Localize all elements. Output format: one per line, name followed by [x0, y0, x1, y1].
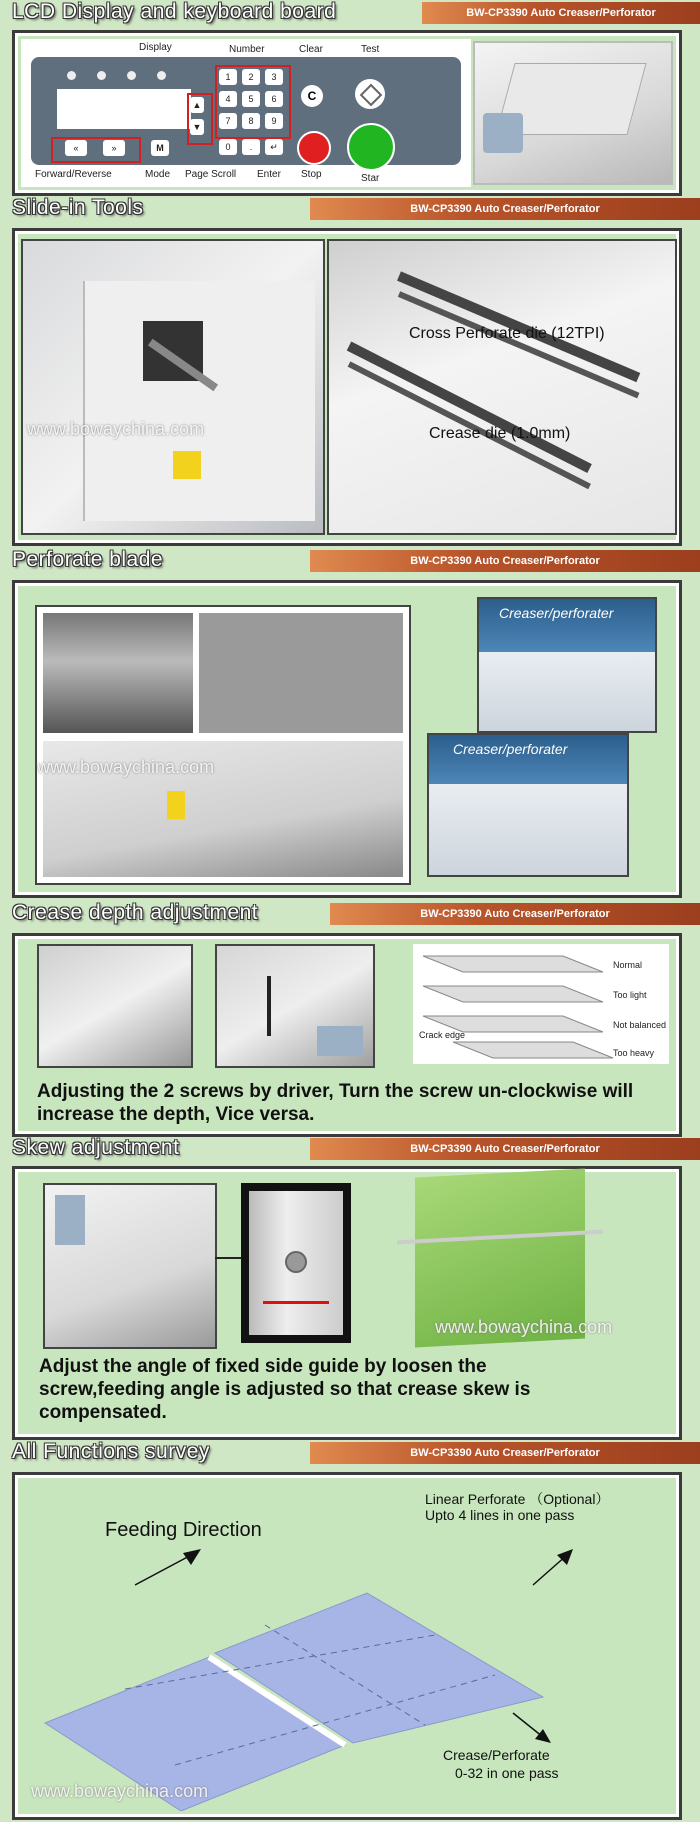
crease-line	[397, 1230, 603, 1245]
label-normal: Normal	[613, 960, 643, 970]
label-test: Test	[361, 44, 380, 55]
machine-side-panel	[83, 281, 315, 521]
sheet-too-heavy	[453, 1042, 613, 1058]
die-rod	[398, 291, 640, 398]
start-button[interactable]	[347, 123, 395, 171]
skew-machine-photo	[43, 1183, 217, 1349]
num-key[interactable]: 7	[219, 113, 237, 129]
label-mode: Mode	[145, 169, 171, 180]
creaser-box-photo-1	[477, 597, 657, 733]
sheet-normal	[423, 956, 603, 972]
label-crease-detail: 0-32 in one pass	[455, 1765, 559, 1781]
slide-tool-photo-left	[21, 239, 325, 535]
section-title: Perforate blade	[12, 548, 164, 571]
machine-control-panel	[483, 113, 523, 153]
creaser-box-photo-2	[427, 733, 629, 877]
panel-all	[12, 1472, 682, 1820]
clear-button[interactable]: C	[301, 85, 323, 107]
section-header-perf	[0, 550, 700, 572]
panel-lcd	[12, 30, 682, 196]
screwdriver	[267, 976, 271, 1036]
scroll-up-key[interactable]: ▲	[190, 97, 204, 113]
label-too-light: Too light	[613, 990, 647, 1000]
num-key[interactable]: 1	[219, 69, 237, 85]
enter-key[interactable]: ↵	[265, 139, 283, 155]
label-start: Star	[361, 173, 380, 184]
panel-perf	[12, 580, 682, 898]
model-bar: BW-CP3390 Auto Creaser/Perforator	[310, 1442, 700, 1464]
badge-creaser-perforater: Creaser/perforater	[453, 741, 568, 757]
num-key[interactable]: 0	[219, 139, 237, 155]
control-panel	[55, 1195, 85, 1245]
section-title: Skew adjustment	[12, 1136, 180, 1159]
guide-rail	[249, 1191, 343, 1335]
arrow-feeding	[135, 1553, 195, 1585]
arrow-crease-head	[535, 1729, 551, 1743]
num-key[interactable]: 5	[242, 91, 260, 107]
label-too-heavy: Too heavy	[613, 1048, 655, 1058]
section-title: Slide-in Tools	[12, 196, 144, 219]
section-title: All Functions survey	[12, 1440, 210, 1463]
label-linear-detail: Upto 4 lines in one pass	[425, 1507, 575, 1523]
warning-label	[173, 451, 201, 479]
arrow-crease	[513, 1713, 543, 1737]
label-crease-perforate: Crease/Perforate	[443, 1747, 550, 1763]
watermark: www.bowaychina.com	[435, 1317, 613, 1337]
model-bar: BW-CP3390 Auto Creaser/Perforator	[310, 1138, 700, 1160]
lcd-screen	[57, 89, 191, 129]
label-not-balanced: Not balanced	[613, 1020, 667, 1030]
control-panel	[317, 1026, 363, 1056]
scroll-down-key[interactable]: ▼	[190, 119, 204, 135]
num-key[interactable]: .	[242, 139, 260, 155]
watermark: www.bowaychina.com	[27, 419, 205, 439]
skew-caption: Adjust the angle of fixed side guide by loosen the screw,feeding angle is adjusted so that crease skew is compensated.	[39, 1356, 531, 1423]
section-header-skew	[0, 1138, 700, 1160]
led-indicator	[127, 71, 136, 80]
led-indicator	[157, 71, 166, 80]
model-bar: BW-CP3390 Auto Creaser/Perforator	[330, 903, 700, 925]
crease-machine-photo	[37, 944, 193, 1068]
label-linear-perforate: Linear Perforate （Optional）	[425, 1491, 610, 1507]
crease-caption: Adjusting the 2 screws by driver, Turn the screw un-clockwise will increase the depth, Vice versa.	[37, 1081, 634, 1125]
num-key[interactable]: 2	[242, 69, 260, 85]
rewind-key[interactable]: «	[65, 140, 87, 156]
num-key[interactable]: 3	[265, 69, 283, 85]
stop-button[interactable]	[297, 131, 331, 165]
label-cross-perforate: Cross Perforate die (12TPI)	[409, 325, 605, 342]
crease-diagram	[413, 944, 669, 1064]
perforate-photo-group	[35, 605, 411, 885]
label-number: Number	[229, 44, 265, 55]
double-arrow-icon	[263, 1301, 329, 1304]
model-bar: BW-CP3390 Auto Creaser/Perforator	[422, 2, 700, 24]
label-clear: Clear	[299, 44, 323, 55]
label-enter: Enter	[257, 169, 281, 180]
model-bar: BW-CP3390 Auto Creaser/Perforator	[310, 550, 700, 572]
label-forward-reverse: Forward/Reverse	[35, 169, 112, 180]
warning-label	[167, 791, 185, 819]
section-header-all	[0, 1442, 700, 1464]
led-indicator	[67, 71, 76, 80]
label-stop: Stop	[301, 169, 322, 180]
keyboard-board-image	[21, 39, 471, 187]
panel-slide	[12, 228, 682, 546]
section-header-slide	[0, 198, 700, 220]
arrow-feeding-head	[183, 1549, 201, 1565]
label-feeding-direction: Feeding Direction	[105, 1519, 262, 1541]
slide-tool-photo-right	[327, 239, 677, 535]
skew-closeup-photo	[241, 1183, 351, 1343]
section-header-crease	[0, 903, 700, 925]
panel-crease	[12, 933, 682, 1137]
watermark: www.bowaychina.com	[37, 757, 215, 777]
num-key[interactable]: 8	[242, 113, 260, 129]
num-key[interactable]: 9	[265, 113, 283, 129]
crease-screw-photo	[215, 944, 375, 1068]
badge-creaser-perforater: Creaser/perforater	[499, 605, 614, 621]
label-page-scroll: Page Scroll	[185, 169, 237, 180]
label-crease-die: Crease die (1.0mm)	[429, 425, 571, 442]
section-title: Crease depth adjustment	[12, 901, 259, 924]
perforate-parts-photo	[199, 613, 403, 733]
perforate-wheel-photo	[43, 613, 193, 733]
num-key[interactable]: 6	[265, 91, 283, 107]
adjust-screw	[285, 1251, 307, 1273]
num-key[interactable]: 4	[219, 91, 237, 107]
label-crack-edge: Crack edge	[419, 1030, 466, 1040]
section-title: LCD Display and keyboard board	[12, 0, 337, 23]
panel-skew	[12, 1166, 682, 1440]
machine-photo	[473, 41, 673, 185]
watermark: www.bowaychina.com	[31, 1781, 209, 1801]
led-indicator	[97, 71, 106, 80]
model-bar: BW-CP3390 Auto Creaser/Perforator	[310, 198, 700, 220]
section-header-lcd	[0, 2, 700, 24]
forward-key[interactable]: »	[103, 140, 125, 156]
mode-key[interactable]: M	[151, 140, 169, 156]
label-display: Display	[139, 42, 172, 53]
sheet-too-light	[423, 986, 603, 1002]
